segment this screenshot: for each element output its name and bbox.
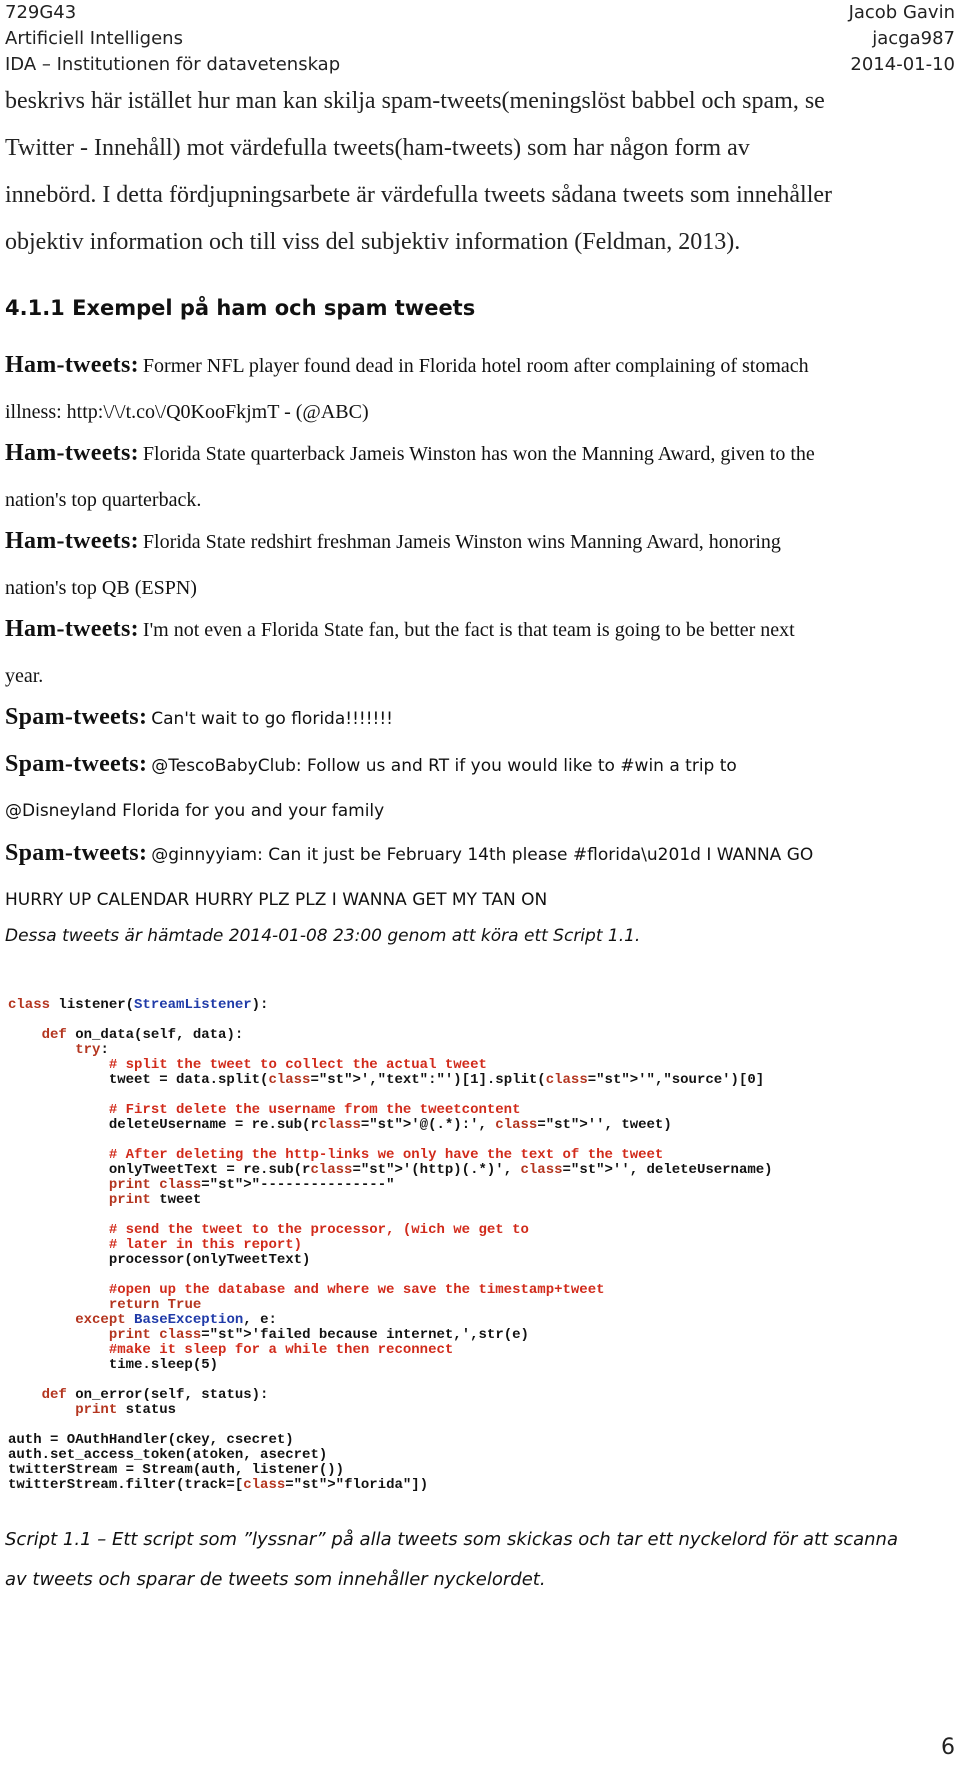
code-line: print tweet xyxy=(108,1192,202,1208)
tweet-example xyxy=(5,742,955,834)
code-line: #open up the database and where we save the timestamp+tweet xyxy=(8,1282,605,1298)
code-line: # send the tweet to the processor, (wich we get to xyxy=(8,1222,529,1238)
code-line: twitterStream = Stream(auth, listener()) xyxy=(8,1462,345,1478)
author-id: jacga987 xyxy=(872,28,955,49)
code-line: def on_error(self, status): xyxy=(41,1387,269,1403)
code-line xyxy=(8,1088,773,1103)
tweet-example xyxy=(5,607,955,700)
code-line: print class="st">'failed because internet,',str(e) xyxy=(108,1327,529,1343)
intro-line: Twitter - Innehåll) mot värdefulla tweets(ham-tweets) som har någon form av xyxy=(5,135,750,161)
code-line xyxy=(8,1268,773,1283)
intro-line: innebörd. I detta fördjupningsarbete är värdefulla tweets sådana tweets som innehåller xyxy=(5,182,833,208)
tweet-text-cont: HURRY UP CALENDAR HURRY PLZ PLZ I WANNA GET MY TAN ON xyxy=(5,890,548,910)
code-line: def on_data(self, data): xyxy=(41,1027,244,1043)
tweet-text: Florida State quarterback Jameis Winston has won the Manning Award, given to the xyxy=(142,443,815,465)
intro-paragraph xyxy=(5,78,955,266)
code-line: except BaseException, e: xyxy=(75,1312,277,1328)
page-number: 6 xyxy=(941,1735,955,1760)
tweet-text-cont: illness: http:\/\/t.co\/Q0KooFkjmT - (@ABC) xyxy=(5,401,369,423)
tweet-text-cont: nation's top quarterback. xyxy=(5,489,202,511)
department: IDA – Institutionen för datavetenskap xyxy=(5,54,341,75)
code-line: twitterStream.filter(track=[class="st">"florida"]) xyxy=(8,1477,429,1493)
code-line: deleteUsername = re.sub(rclass="st">'@(.*):', class="st">'', tweet) xyxy=(8,1117,672,1133)
tweet-example xyxy=(5,695,955,742)
code-line xyxy=(8,1418,773,1433)
code-line: tweet = data.split(class="st">',"text":"')[1].split(class="st">'","source')[0] xyxy=(8,1072,765,1088)
code-line: try: xyxy=(75,1042,109,1058)
tweet-text-cont: @Disneyland Florida for you and your family xyxy=(5,801,385,821)
tweet-label: Ham-tweets: xyxy=(5,440,139,466)
tweet-example xyxy=(5,519,955,612)
tweet-text: Former NFL player found dead in Florida hotel room after complaining of stomach xyxy=(142,355,809,377)
tweet-example xyxy=(5,431,955,524)
section-heading: 4.1.1 Exempel på ham och spam tweets xyxy=(5,296,476,320)
tweet-text: I'm not even a Florida State fan, but the fact is that team is going to be better next xyxy=(142,619,795,641)
caption-line: Script 1.1 – Ett script som ”lyssnar” på alla tweets som skickas och tar ett nyckelord för att scanna xyxy=(5,1529,898,1550)
code-line: time.sleep(5) xyxy=(8,1357,219,1373)
code-line: print class="st">"---------------" xyxy=(108,1177,395,1193)
tweet-example xyxy=(5,343,955,436)
code-line xyxy=(8,1013,773,1028)
author-name: Jacob Gavin xyxy=(848,2,955,23)
code-line: return True xyxy=(108,1297,202,1313)
code-line: class listener(StreamListener): xyxy=(8,997,269,1013)
code-line xyxy=(8,1133,773,1148)
tweet-text: @ginnyyiam: Can it just be February 14th please #florida\u201d I WANNA GO xyxy=(151,845,814,865)
code-line: onlyTweetText = re.sub(rclass="st">'(http)(.*)', class="st">'', deleteUsername) xyxy=(8,1162,773,1178)
intro-line: beskrivs här istället hur man kan skilja spam-tweets(meningslöst babbel och spam, se xyxy=(5,88,825,114)
code-line: processor(onlyTweetText) xyxy=(8,1252,311,1268)
tweet-label: Spam-tweets: xyxy=(5,704,148,730)
tweet-example xyxy=(5,831,955,923)
script-caption xyxy=(5,1520,955,1600)
caption-line: av tweets och sparar de tweets som innehåller nyckelordet. xyxy=(5,1569,546,1590)
tweet-label: Spam-tweets: xyxy=(5,751,148,777)
code-line: # split the tweet to collect the actual tweet xyxy=(8,1057,487,1073)
tweet-text-cont: nation's top QB (ESPN) xyxy=(5,577,197,599)
tweet-label: Ham-tweets: xyxy=(5,528,139,554)
tweet-text: @TescoBabyClub: Follow us and RT if you would like to #win a trip to xyxy=(151,756,737,776)
code-line xyxy=(8,1208,773,1223)
tweets-source-note: Dessa tweets är hämtade 2014-01-08 23:00 genom att köra ett Script 1.1. xyxy=(5,926,641,946)
intro-line: objektiv information och till viss del subjektiv information (Feldman, 2013). xyxy=(5,229,741,255)
code-line xyxy=(8,1373,773,1388)
code-line: # First delete the username from the tweetcontent xyxy=(8,1102,521,1118)
code-line: # After deleting the http-links we only have the text of the tweet xyxy=(8,1147,664,1163)
script-code-block xyxy=(8,998,773,1493)
header-date: 2014-01-10 xyxy=(850,54,955,75)
tweet-text: Florida State redshirt freshman Jameis Winston wins Manning Award, honoring xyxy=(142,531,781,553)
code-line: auth.set_access_token(atoken, asecret) xyxy=(8,1447,328,1463)
tweet-label: Ham-tweets: xyxy=(5,352,139,378)
code-line: print status xyxy=(75,1402,177,1418)
tweet-text: Can't wait to go florida!!!!!!! xyxy=(151,709,393,729)
tweet-label: Ham-tweets: xyxy=(5,616,139,642)
course-name: Artificiell Intelligens xyxy=(5,28,183,49)
code-line: # later in this report) xyxy=(8,1237,303,1253)
tweet-label: Spam-tweets: xyxy=(5,840,148,866)
code-line: auth = OAuthHandler(ckey, csecret) xyxy=(8,1432,294,1448)
tweet-text-cont: year. xyxy=(5,665,44,687)
code-line: #make it sleep for a while then reconnect xyxy=(8,1342,454,1358)
course-code: 729G43 xyxy=(5,2,77,23)
